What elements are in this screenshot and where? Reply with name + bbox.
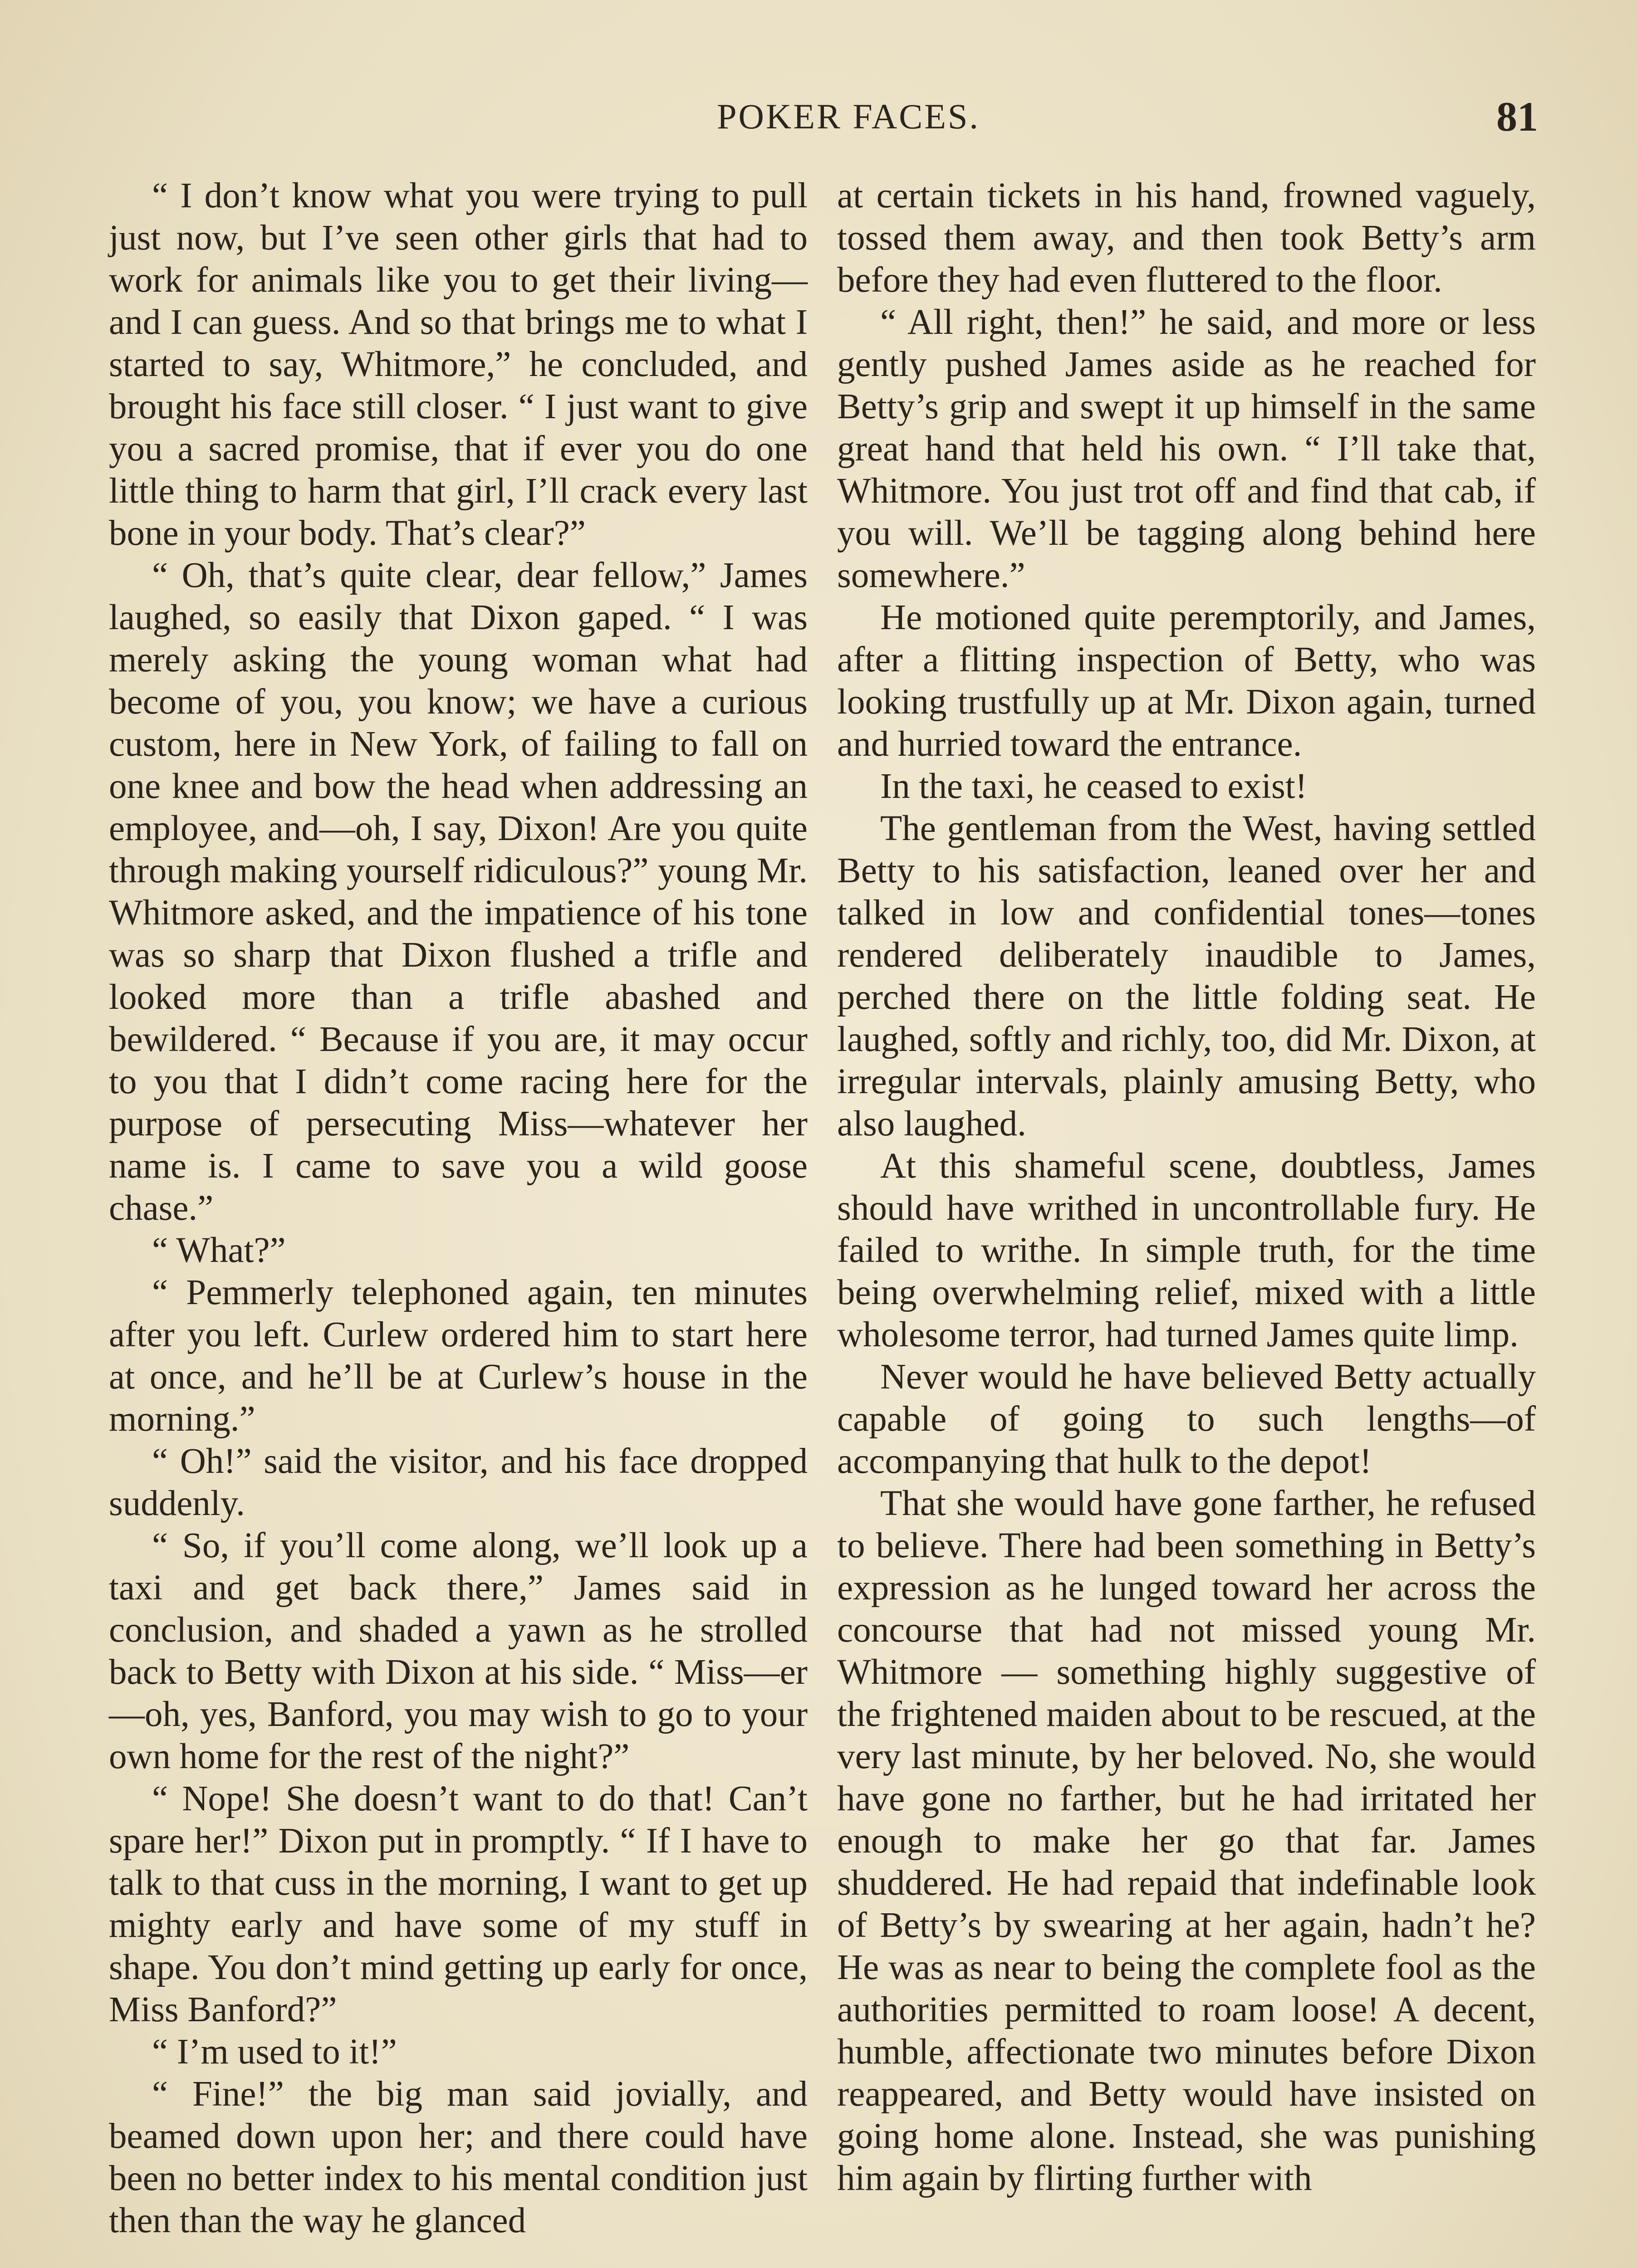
paragraph: “ Oh!” said the visitor, and his face dropped suddenly. bbox=[109, 1442, 808, 1523]
right-column bbox=[837, 175, 1536, 2200]
paragraph: “ Oh, that’s quite clear, dear fellow,” James laughed, so easily that Dixon gaped. “ I was merely asking the young woman what had become of you, you know; we have a curious custom, here in New York, of failing to fall on one knee and bow the head when addressing an employee, and—oh, I say, Dixon! Are you quite through making yourself ridiculous?” young Mr. Whitmore asked, and the impatience of his tone was so sharp that Dixon flushed a trifle and looked more than a trifle abashed and bewildered. “ Because if you are, it may occur to you that I didn’t come racing here for the purpose of persecuting Miss—whatever her name is. I came to save you a wild goose chase.” bbox=[109, 556, 808, 1228]
paragraph: “ I don’t know what you were trying to pull just now, but I’ve seen other girls that had to work for animals like you to get their living—and I can guess. And so that brings me to what I started to say, Whitmore,” he concluded, and brought his face still closer. “ I just want to give you a sacred promise, that if ever you do one little thing to harm that girl, I’ll crack every last bone in your body. That’s clear?” bbox=[109, 176, 808, 553]
paragraph: at certain tickets in his hand, frowned vaguely, tossed them away, and then took Betty’s arm before they had even fluttered to the floor. bbox=[837, 176, 1536, 300]
paragraph: In the taxi, he ceased to exist! bbox=[880, 767, 1308, 806]
page-number: 81 bbox=[1496, 93, 1538, 140]
paragraph: He motioned quite peremptorily, and James, after a flitting inspection of Betty, who was looking trustfully up at Mr. Dixon again, turned and hurried toward the entrance. bbox=[837, 598, 1536, 764]
paragraph: “ Pemmerly telephoned again, ten minutes after you left. Curlew ordered him to start here at once, and he’ll be at Curlew’s house in the morning.” bbox=[109, 1273, 808, 1439]
paragraph: “ Fine!” the big man said jovially, and beamed down upon her; and there could have been no better index to his mental condition just then than the way he glanced bbox=[109, 2074, 808, 2240]
paragraph: “ What?” bbox=[152, 1231, 286, 1270]
paragraph: The gentleman from the West, having settled Betty to his satisfaction, leaned over her and talked in low and confidential tones—tones rendered deliberately inaudible to James, perched there on the little folding seat. He laughed, softly and richly, too, did Mr. Dixon, at irregular intervals, plainly amusing Betty, who also laughed. bbox=[837, 809, 1536, 1144]
left-column bbox=[109, 175, 808, 2242]
paragraph: “ All right, then!” he said, and more or less gently pushed James aside as he reached for Betty’s grip and swept it up himself in the same great hand that held his own. “ I’ll take that, Whitmore. You just trot off and find that cab, if you will. We’ll be tagging along behind here somewhere.” bbox=[837, 303, 1536, 595]
paragraph: At this shameful scene, doubtless, James should have writhed in uncontrollable fury. He failed to writhe. In simple truth, for the time being overwhelming relief, mixed with a little wholesome terror, had turned James quite limp. bbox=[837, 1146, 1536, 1354]
paragraph: “ So, if you’ll come along, we’ll look up a taxi and get back there,” James said in conclusion, and shaded a yawn as he strolled back to Betty with Dixon at his side. “ Miss—er—oh, yes, Banford, you may wish to go to your own home for the rest of the night?” bbox=[109, 1526, 808, 1776]
paragraph: That she would have gone farther, he refused to believe. There had been something in Betty’s expression as he lunged toward her across the concourse that had not missed young Mr. Whitmore — something highly suggestive of the frightened maiden about to be rescued, at the very last minute, by her beloved. No, she would have gone no farther, but he had irritated her enough to make her go that far. James shuddered. He had repaid that indefinable look of Betty’s by swearing at her again, hadn’t he? He was as near to being the complete fool as the authorities permitted to roam loose! A decent, humble, affectionate two minutes before Dixon reappeared, and Betty would have insisted on going home alone. Instead, she was punishing him again by flirting further with bbox=[837, 1484, 1536, 2198]
paragraph: “ Nope! She doesn’t want to do that! Can’t spare her!” Dixon put in promptly. “ If I have to talk to that cuss in the morning, I want to get up mighty early and have some of my stuff in shape. You don’t mind getting up early for once, Miss Banford?” bbox=[109, 1779, 808, 2029]
paragraph: Never would he have believed Betty actually capable of going to such lengths—of accompanying that hulk to the depot! bbox=[837, 1357, 1536, 1481]
paragraph: “ I’m used to it!” bbox=[152, 2032, 397, 2072]
running-head: POKER FACES. bbox=[717, 97, 980, 136]
